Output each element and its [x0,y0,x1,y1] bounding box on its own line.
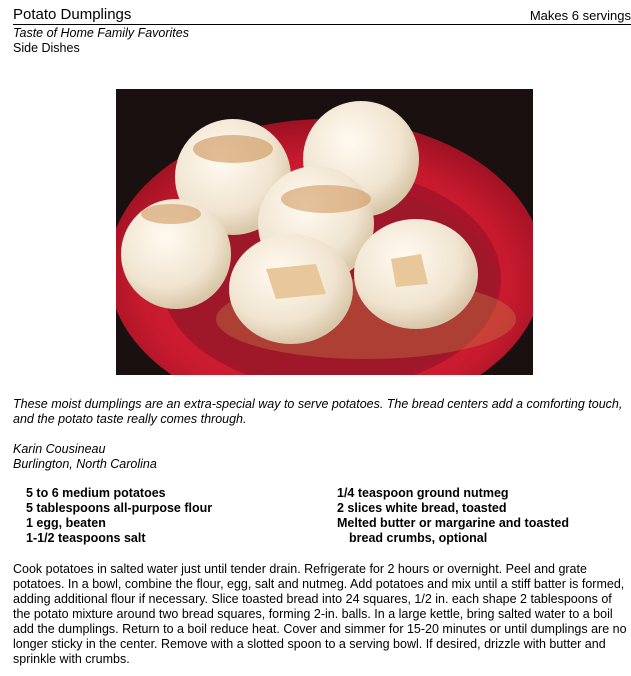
recipe-header [13,6,631,24]
recipe-directions: Cook potatoes in salted water just until tender drain. Refrigerate for 2 hours or overnight. Peel and grate potatoes. In a bowl, combine the flour, egg, salt and nutmeg. Add potatoes and mix until a stiff batter is formed, adding additional flour if necessary. Slice toasted bread into 24 squares, 1/2 in. each shape 2 tablespoons of the potato mixture around two bread squares, forming 2-in. balls. In a large kettle, bring salted water to a boil add the dumplings. Return to a boil reduce heat. Cover and simmer for 15-20 minutes or until dumplings are no longer sticky in the center. Remove with a slotted spoon to a serving bowl. If desired, drizzle with butter and sprinkle with crumbs. [13,562,627,666]
ingredient-item: 2 slices white bread, toasted [337,501,507,515]
ingredient-item: 1 egg, beaten [26,516,106,530]
dumplings-photo [116,89,533,375]
ingredient-item: 1-1/2 teaspoons salt [26,531,146,545]
recipe-title: Potato Dumplings [13,6,132,23]
recipe-source: Taste of Home Family Favorites [13,26,189,40]
servings-label: Makes 6 servings [529,8,631,23]
author-name: Karin Cousineau [13,442,106,456]
ingredient-item: 1/4 teaspoon ground nutmeg [337,486,509,500]
recipe-description: These moist dumplings are an extra-special way to serve potatoes. The bread centers add a comforting touch, and the potato taste really comes through. [13,397,623,426]
ingredients-right [337,486,569,546]
ingredient-item: 5 to 6 medium potatoes [26,486,166,500]
ingredient-item: bread crumbs, optional [349,531,488,545]
ingredient-item: 5 tablespoons all-purpose flour [26,501,213,515]
ingredient-item: Melted butter or margarine and toasted [337,516,569,530]
ingredients-left [26,486,212,546]
recipe-category: Side Dishes [13,41,80,55]
author-location: Burlington, North Carolina [13,457,157,471]
title-divider [13,24,631,25]
recipe-author [13,442,157,472]
